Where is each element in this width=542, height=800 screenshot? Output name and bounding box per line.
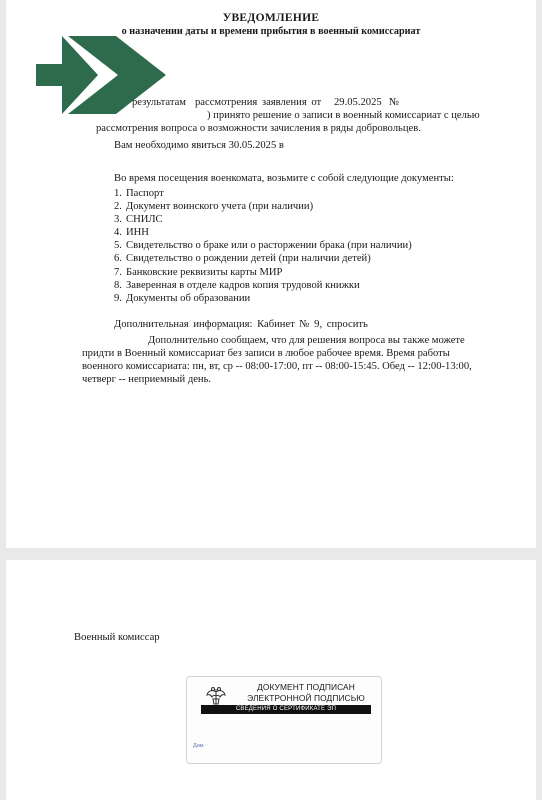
body-paragraph-line-1: Дополнительно сообщаем, что для решения вопроса вы также можете	[148, 335, 465, 346]
stamp-title-line-2: ЭЛЕКТРОННОЙ ПОДПИСЬЮ	[247, 693, 365, 703]
stamp-footer-text: Дим	[193, 743, 204, 749]
body-line-3: рассмотрения вопроса о возможности зачисления в ряды добровольцев.	[96, 123, 421, 134]
body-paragraph-line-2: придти в Военный комиссариат без записи в любое рабочее время. Время работы	[82, 348, 450, 359]
certificate-info-bar: СВЕДЕНИЯ О СЕРТИФИКАТЕ ЭП	[201, 705, 371, 714]
documents-intro: Во время посещения военкомата, возьмите с собой следующие документы:	[114, 173, 454, 184]
list-item: 7. Банковские реквизиты карты МИР	[114, 266, 283, 278]
list-item: 8. Заверенная в отделе кадров копия трудовой книжки	[114, 279, 360, 291]
signatory-role: Военный комиссар	[74, 632, 160, 643]
body-line-2: ) принято решение о записи в военный комиссариат с целью	[207, 110, 480, 121]
list-item: 5. Свидетельство о браке или о расторжении брака (при наличии)	[114, 240, 412, 252]
appearance-date-line: Вам необходимо явиться 30.05.2025 в	[114, 140, 284, 151]
document-subtitle: о назначении даты и времени прибытия в военный комиссариат	[121, 26, 421, 37]
application-number-label: №	[389, 97, 400, 108]
document-title: УВЕДОМЛЕНИЕ	[222, 12, 320, 24]
body-line-1a: результатам	[132, 97, 186, 108]
additional-info: Дополнительная информация: Кабинет № 9, спросить	[114, 319, 368, 330]
application-date: 29.05.2025	[334, 97, 382, 108]
body-paragraph-line-4: четверг -- неприемный день.	[82, 374, 212, 385]
stamp-title-line-1: ДОКУМЕНТ ПОДПИСАН	[257, 682, 355, 692]
electronic-signature-stamp	[186, 676, 382, 764]
list-item: 9. Документы об образовании	[114, 292, 251, 304]
body-paragraph-line-3: военного комиссариата: пн, вт, ср -- 08:00-17:00, пт -- 08:00-15:45. Обед -- 12:00-13:00,	[82, 361, 472, 372]
list-item: 6. Свидетельство о рождении детей (при наличии детей)	[114, 253, 371, 265]
list-item: 3. СНИЛС	[114, 214, 163, 226]
list-item: 4. ИНН	[114, 227, 149, 239]
list-item: 2. Документ воинского учета (при наличии)	[114, 201, 314, 213]
documents-list	[114, 187, 412, 305]
body-line-1b: рассмотрения заявления от	[195, 97, 322, 108]
list-item: 1. Паспорт	[114, 188, 164, 199]
